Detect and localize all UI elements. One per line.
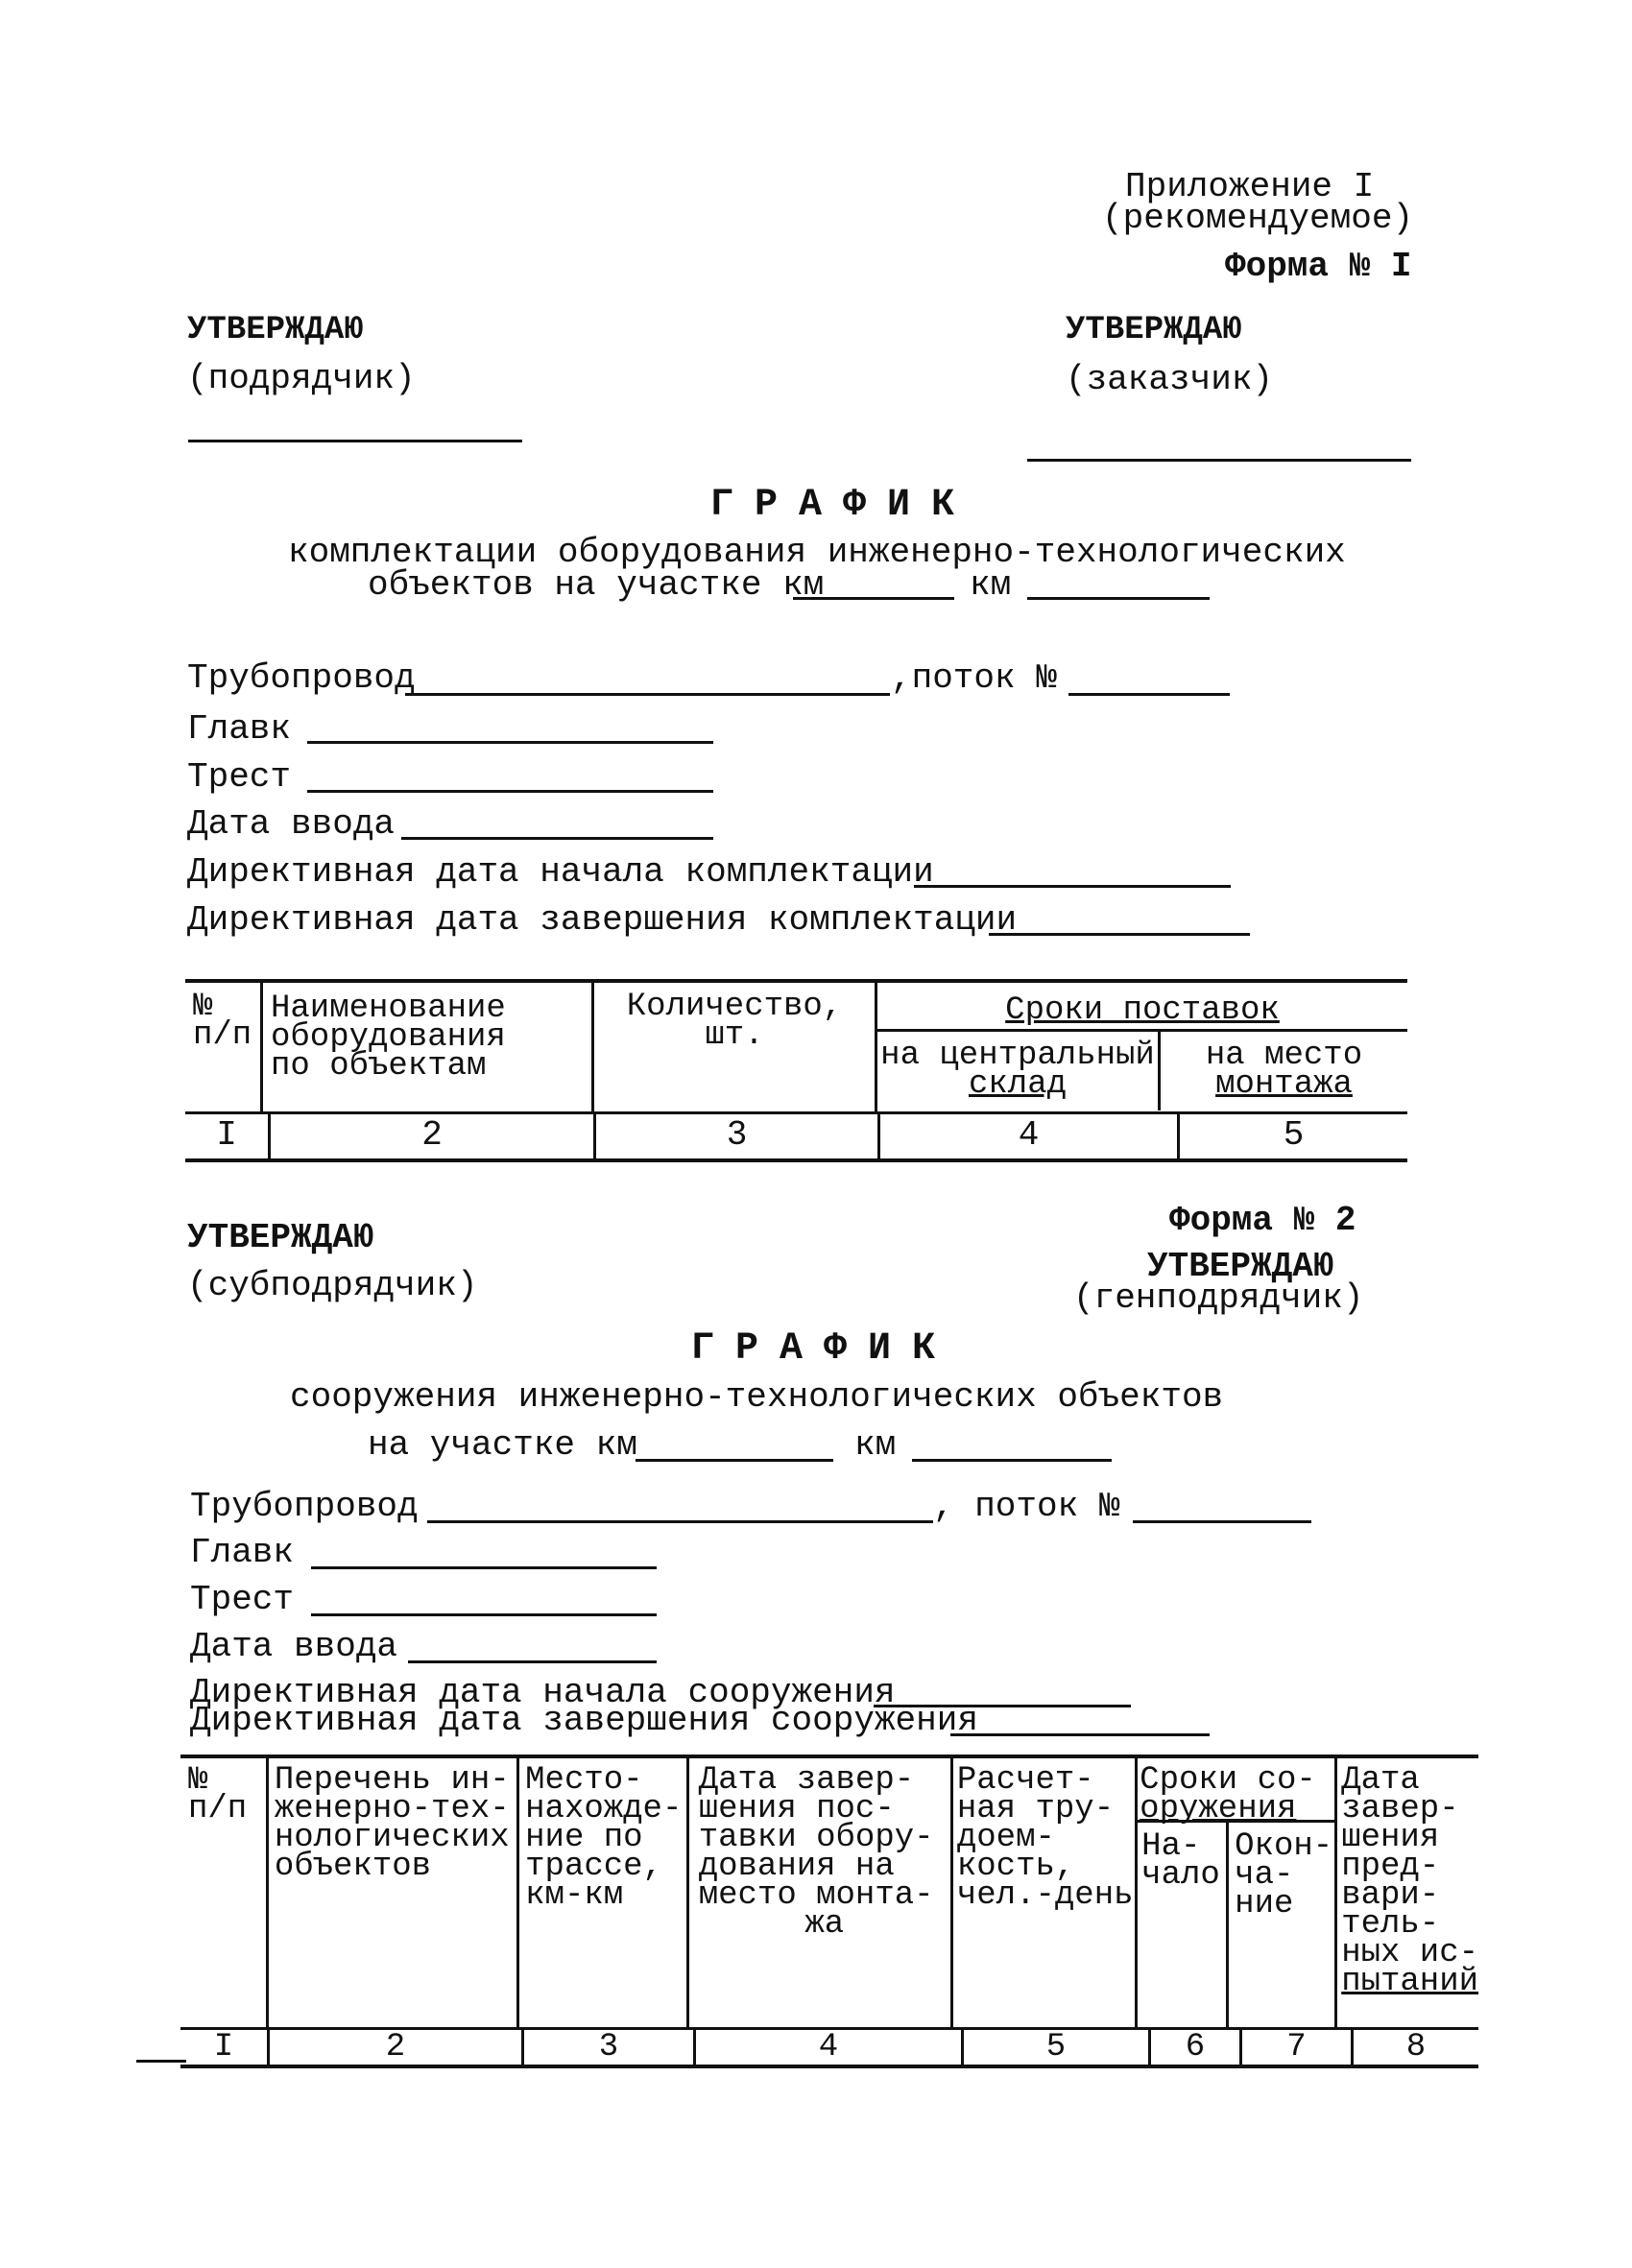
col2-terms-header: Сроки со- оружения На- чало Окон- ча- ние bbox=[1135, 1758, 1334, 2027]
form-2-number: Форма № 2 bbox=[1169, 1201, 1356, 1240]
form-2-number-row: I 2 3 4 5 6 7 8 bbox=[180, 2030, 1478, 2068]
col-name-header: Наименование оборудования по объектам bbox=[262, 983, 593, 1111]
col2-delivery-date-header: Дата завер- шения пос- тавки обору- дования на место монта- жа bbox=[686, 1758, 950, 2027]
col2-end-header: Окон- ча- ние bbox=[1226, 1823, 1334, 2027]
form-1-number: Форма № I bbox=[1225, 247, 1412, 286]
km-from-field[interactable] bbox=[793, 597, 954, 600]
form-2-subtitle-line2b: км bbox=[854, 1425, 897, 1465]
col2-labor-header: Расчет- ная тру- доем- кость, чел.-день bbox=[950, 1758, 1135, 2027]
form-2-table bbox=[180, 1755, 1478, 2068]
glavk-field[interactable] bbox=[307, 741, 713, 744]
date-input-field[interactable] bbox=[401, 837, 713, 840]
form-1-table bbox=[185, 979, 1407, 1162]
approve-contractor-label: УТВЕРЖДАЮ bbox=[187, 312, 364, 348]
approve-subcontractor-role: (субподрядчик) bbox=[187, 1266, 478, 1305]
trest-label: Трест bbox=[187, 757, 292, 797]
approve-contractor-role: (подрядчик) bbox=[187, 359, 416, 398]
form-2-subtitle-line2a: на участке км bbox=[368, 1425, 637, 1465]
flow2-field[interactable] bbox=[1133, 1520, 1311, 1523]
start2-label: Директивная дата начала сооружения bbox=[190, 1673, 896, 1712]
col2-list-header: Перечень ин- женерно-тех- нологических объектов bbox=[266, 1758, 516, 2027]
col-num-header: № п/п bbox=[193, 989, 252, 1054]
trest2-label: Трест bbox=[190, 1580, 295, 1619]
glavk2-label: Главк bbox=[190, 1533, 295, 1572]
col-qty-header: Количество, шт. bbox=[593, 983, 876, 1111]
km2-from-field[interactable] bbox=[636, 1459, 833, 1462]
end-date-field[interactable] bbox=[989, 933, 1250, 936]
pipeline-label: Трубопровод bbox=[187, 658, 416, 698]
pipeline-field[interactable] bbox=[405, 693, 890, 696]
trest2-field[interactable] bbox=[311, 1613, 657, 1616]
flow2-label: , поток № bbox=[933, 1487, 1120, 1526]
col-central-header: на центральный склад bbox=[880, 1038, 1155, 1103]
approve-general-label: УТВЕРЖДАЮ bbox=[1147, 1247, 1334, 1286]
form-1-subtitle-line1: комплектации оборудования инженерно-технологических bbox=[288, 533, 1346, 572]
col2-begin-header: На- чало bbox=[1141, 1828, 1220, 1894]
form-1-number-row: I 2 3 4 5 bbox=[185, 1114, 1407, 1162]
col2-num-header: № п/п bbox=[188, 1762, 248, 1827]
date-input2-label: Дата ввода bbox=[190, 1627, 398, 1666]
glavk-label: Главк bbox=[187, 709, 292, 749]
col-site-header: на место монтажа bbox=[1158, 1032, 1407, 1110]
approve-general-role: (генподрядчик) bbox=[1073, 1278, 1364, 1318]
end2-label: Директивная дата завершения сооружения bbox=[190, 1701, 978, 1740]
approve-subcontractor-label: УТВЕРЖДАЮ bbox=[187, 1218, 374, 1257]
end2-field[interactable] bbox=[950, 1733, 1210, 1736]
col2-location-header: Место- нахожде- ние по трассе, км-км bbox=[516, 1758, 686, 2027]
km2-to-field[interactable] bbox=[912, 1459, 1112, 1462]
form-1-subtitle-line2a: объектов на участке км bbox=[368, 565, 825, 605]
pipeline2-label: Трубопровод bbox=[190, 1487, 419, 1526]
form-1-subtitle-line2b: км bbox=[970, 565, 1012, 605]
approve-customer-label: УТВЕРЖДАЮ bbox=[1066, 312, 1242, 348]
start-date-field[interactable] bbox=[914, 885, 1231, 888]
table-2-left-tail bbox=[136, 2060, 186, 2063]
signature-line-contractor[interactable] bbox=[188, 440, 522, 442]
col-terms-header: Сроки поставок на центральный склад на место монтажа bbox=[876, 983, 1408, 1111]
glavk2-field[interactable] bbox=[311, 1566, 657, 1569]
date-input-label: Дата ввода bbox=[187, 804, 396, 844]
appendix-type: (рекомендуемое) bbox=[1102, 199, 1414, 238]
trest-field[interactable] bbox=[307, 790, 713, 793]
flow-field[interactable] bbox=[1068, 693, 1230, 696]
form-1-title: ГРАФИК bbox=[710, 484, 976, 527]
start-date-label: Директивная дата начала комплектации bbox=[187, 852, 934, 892]
end-date-label: Директивная дата завершения комплектации bbox=[187, 900, 1018, 940]
pipeline2-field[interactable] bbox=[427, 1520, 933, 1523]
date-input2-field[interactable] bbox=[408, 1660, 657, 1663]
signature-line-customer[interactable] bbox=[1027, 459, 1411, 462]
flow-label: ,поток № bbox=[891, 658, 1057, 698]
form-2-subtitle-line1: сооружения инженерно-технологических объектов bbox=[290, 1377, 1224, 1417]
col2-test-date-header: Дата завер- шения пред- вари- тель- ных ис- пытаний bbox=[1334, 1758, 1478, 2027]
km-to-field[interactable] bbox=[1027, 597, 1210, 600]
form-2-title: ГРАФИК bbox=[691, 1327, 957, 1371]
approve-customer-role: (заказчик) bbox=[1066, 360, 1274, 399]
appendix-label: Приложение I bbox=[1125, 167, 1375, 206]
